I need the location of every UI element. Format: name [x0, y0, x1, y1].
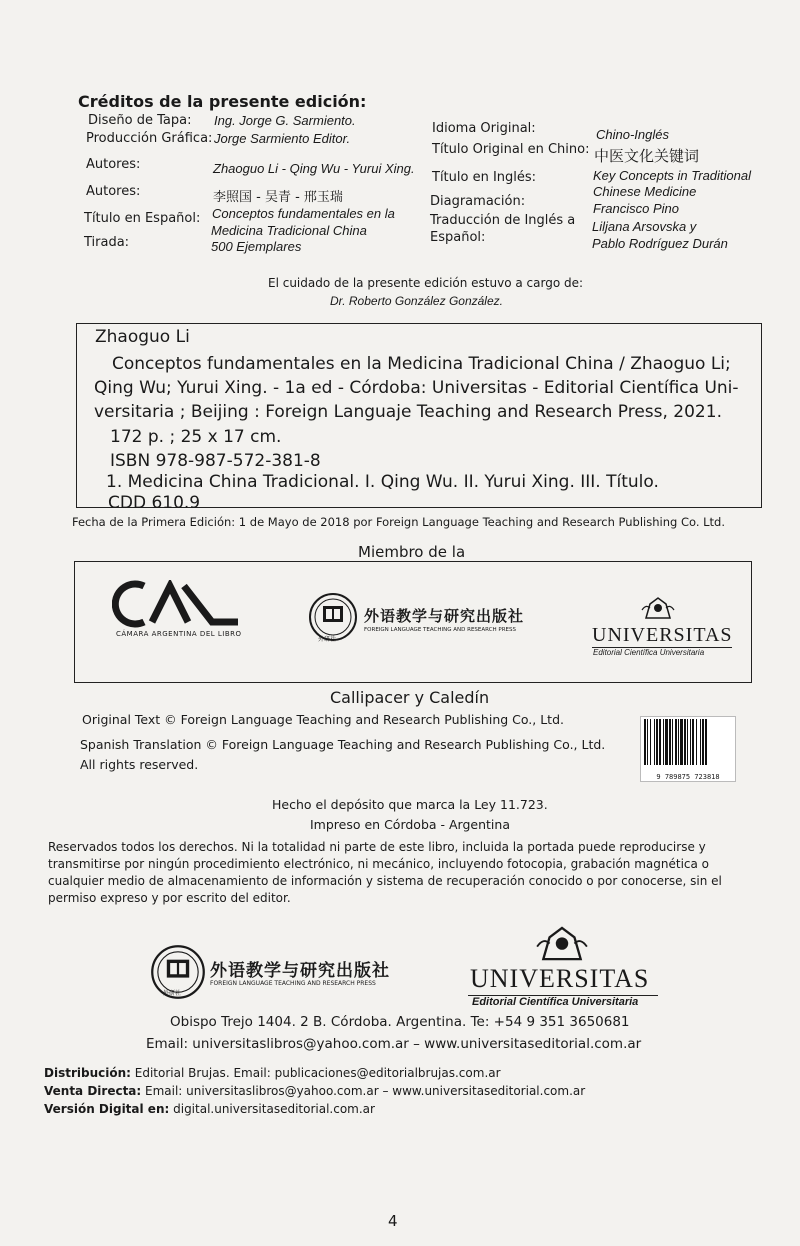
barcode-bar: [702, 719, 704, 765]
universitas-crest-icon-bottom: [534, 918, 590, 966]
address-line: Obispo Trejo 1404. 2 B. Córdoba. Argentina. Te: +54 9 351 3650681: [170, 1014, 630, 1030]
page-number: 4: [388, 1212, 398, 1230]
barcode-bar: [696, 719, 697, 765]
value-spanish-title-1: Conceptos fundamentales en la: [212, 206, 395, 221]
barcode-bar: [675, 719, 677, 765]
barcode-number: 9 789875 723818: [656, 773, 720, 781]
label-original-language: Idioma Original:: [432, 121, 536, 136]
fltrp-chinese-name-bottom: 外语教学与研究出版社: [210, 961, 390, 981]
universitas-crest-icon: [640, 592, 676, 622]
printer-name: Callipacer y Caledín: [330, 688, 490, 707]
first-edition-note: Fecha de la Primera Edición: 1 de Mayo de 2018 por Foreign Language Teaching and Research Publishing Co. Ltd.: [72, 515, 725, 529]
value-graphic-production: Jorge Sarmiento Editor.: [214, 131, 351, 146]
label-authors-chinese: Autores:: [86, 184, 141, 199]
digital-version-value: digital.universitaseditorial.com.ar: [169, 1102, 375, 1116]
reserved-line-4: permiso expreso y por escrito del editor.: [48, 891, 291, 905]
barcode-bar: [665, 719, 668, 765]
catalog-line-subjects: 1. Medicina China Tradicional. I. Qing Wu. II. Yurui Xing. III. Título.: [106, 472, 659, 492]
barcode-bar: [700, 719, 701, 765]
deposit-law: Hecho el depósito que marca la Ley 11.723.: [272, 797, 548, 812]
label-layout: Diagramación:: [430, 194, 526, 209]
barcode-bar: [687, 719, 688, 765]
camara-argentina-caption: CÁMARA ARGENTINA DEL LIBRO: [116, 630, 242, 638]
reserved-line-2: transmitirse por ningún procedimiento electrónico, ni mecánico, incluyendo fotocopia, grabación magnética o: [48, 857, 710, 871]
barcode-bar: [672, 719, 673, 765]
barcode-bar: [690, 719, 691, 765]
care-line-1: El cuidado de la presente edición estuvo a cargo de:: [268, 276, 584, 290]
barcode-bars: [641, 717, 735, 769]
digital-version-label: Versión Digital en:: [44, 1102, 170, 1116]
fltrp-english-name-bottom: FOREIGN LANGUAGE TEACHING AND RESEARCH PRESS: [210, 980, 376, 987]
rights-translation: Spanish Translation © Foreign Language Teaching and Research Publishing Co., Ltd.: [80, 737, 606, 752]
barcode-bar: [654, 719, 655, 765]
value-cover-design: Ing. Jorge G. Sarmiento.: [214, 113, 356, 128]
universitas-name-bottom: UNIVERSITAS: [470, 964, 650, 993]
direct-sale-label: Venta Directa:: [44, 1084, 142, 1098]
digital-version-line: [44, 1102, 375, 1116]
isbn-barcode: [640, 716, 736, 782]
barcode-bar: [705, 719, 707, 765]
barcode-bar: [663, 719, 664, 765]
value-authors: Zhaoguo Li - Qing Wu - Yurui Xing.: [213, 161, 415, 176]
value-spanish-title-2: Medicina Tradicional China: [211, 223, 367, 238]
universitas-subtitle-bottom: Editorial Científica Universitaria: [472, 996, 639, 1008]
rights-original: Original Text © Foreign Language Teaching and Research Publishing Co., Ltd.: [82, 712, 564, 727]
reserved-line-1: Reservados todos los derechos. Ni la totalidad ni parte de este libro, incluida la portada puede reproducirse y: [48, 840, 706, 854]
barcode-bar: [647, 719, 648, 765]
member-label: Miembro de la: [358, 543, 466, 561]
fltrp-english-name: FOREIGN LANGUAGE TEACHING AND RESEARCH PRESS: [364, 627, 517, 633]
label-graphic-production: Producción Gráfica:: [86, 131, 213, 146]
barcode-bar: [684, 719, 686, 765]
rights-reserved: All rights reserved.: [80, 757, 199, 772]
barcode-bar: [678, 719, 679, 765]
direct-sale-value: Email: universitaslibros@yahoo.com.ar – www.universitaseditorial.com.ar: [141, 1084, 586, 1098]
barcode-bar: [650, 719, 651, 765]
value-translators-1: Liljana Arsovska y: [592, 219, 697, 234]
printed-in: Impreso en Córdoba - Argentina: [310, 817, 510, 832]
catalog-line-isbn: ISBN 978-987-572-381-8: [110, 451, 321, 471]
catalog-line-publisher-1: Qing Wu; Yurui Xing. - 1a ed - Córdoba: Universitas - Editorial Científica Uni-: [94, 378, 739, 398]
catalog-line-pages: 172 p. ; 25 x 17 cm.: [110, 427, 282, 447]
label-authors: Autores:: [86, 157, 141, 172]
distribution-label: Distribución:: [44, 1066, 131, 1080]
fltrp-seal-text-bottom: 外研社: [163, 990, 182, 997]
label-cover-design: Diseño de Tapa:: [88, 113, 192, 128]
universitas-name: UNIVERSITAS: [592, 624, 733, 646]
label-english-title: Título en Inglés:: [432, 170, 537, 185]
camara-argentina-logo: [112, 580, 242, 628]
catalog-line-author: Zhaoguo Li: [95, 327, 190, 347]
value-original-language: Chino-Inglés: [596, 127, 669, 142]
distribution-line: [44, 1066, 501, 1080]
universitas-subtitle: Editorial Científica Universitaria: [593, 648, 705, 657]
value-authors-chinese: 李照国 - 吴青 - 邢玉瑞: [213, 190, 343, 205]
catalog-line-cdd: CDD 610.9: [108, 493, 201, 513]
barcode-bar: [644, 719, 646, 765]
label-spanish-title: Título en Español:: [84, 211, 201, 226]
value-print-run: 500 Ejemplares: [211, 239, 302, 254]
label-translation-2: Español:: [430, 230, 486, 245]
value-english-title-2: Chinese Medicine: [593, 184, 697, 199]
catalog-line-publisher-2: versitaria ; Beijing : Foreign Languaje Teaching and Research Press, 2021.: [94, 402, 722, 422]
barcode-bar: [669, 719, 671, 765]
barcode-bar: [680, 719, 683, 765]
value-original-chinese-title: 中医文化关键词: [594, 147, 700, 165]
email-web-line: Email: universitaslibros@yahoo.com.ar – www.universitaseditorial.com.ar: [146, 1036, 642, 1052]
value-english-title-1: Key Concepts in Traditional: [593, 168, 752, 183]
distribution-value: Editorial Brujas. Email: publicaciones@editorialbrujas.com.ar: [130, 1066, 501, 1080]
barcode-bar: [656, 719, 658, 765]
credits-heading: Créditos de la presente edición:: [78, 92, 367, 111]
fltrp-seal-text: 外研社: [318, 636, 337, 643]
value-layout: Francisco Pino: [593, 201, 679, 216]
reserved-line-3: cualquier medio de almacenamiento de información y sistema de recuperación conocido o por conocerse, sin el: [48, 874, 722, 888]
catalog-line-title: Conceptos fundamentales en la Medicina Tradicional China / Zhaoguo Li;: [112, 354, 731, 374]
barcode-bar: [659, 719, 661, 765]
fltrp-chinese-name: 外语教学与研究出版社: [364, 607, 525, 625]
care-line-2: Dr. Roberto González González.: [330, 294, 503, 308]
label-original-chinese-title: Título Original en Chino:: [432, 142, 590, 157]
direct-sale-line: [44, 1084, 585, 1098]
barcode-bar: [692, 719, 694, 765]
value-translators-2: Pablo Rodríguez Durán: [592, 236, 728, 251]
label-print-run: Tirada:: [84, 235, 130, 250]
label-translation-1: Traducción de Inglés a: [430, 213, 576, 228]
